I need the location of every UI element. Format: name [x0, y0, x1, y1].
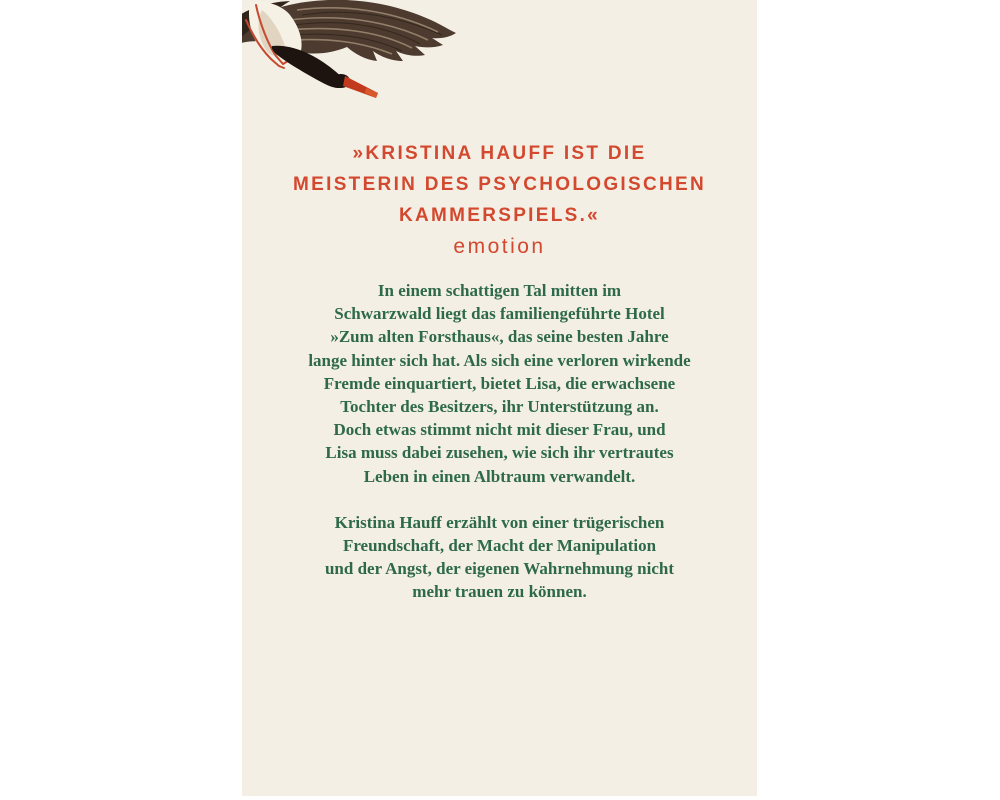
press-quote-line-3: KAMMERSPIELS.«: [398, 205, 601, 226]
synopsis-line: Freundschaft, der Macht der Manipulation: [342, 536, 657, 556]
synopsis-line: »Zum alten Forsthaus«, das seine besten Jahre: [330, 327, 669, 347]
stork-beak-tip: [365, 88, 378, 98]
press-quote-line-1: »KRISTINA HAUFF IST DIE: [352, 143, 647, 164]
synopsis-line: In einem schattigen Tal mitten im: [377, 281, 622, 300]
press-quote-attribution: emotion: [453, 235, 546, 258]
press-quote: [242, 138, 757, 259]
cover-page: [242, 0, 757, 796]
press-quote-line-2: MEISTERIN DES PSYCHOLOGISCHEN: [293, 174, 706, 195]
synopsis-paragraph-2: [242, 511, 757, 604]
synopsis-line: Kristina Hauff erzählt von einer trügerischen: [334, 512, 665, 532]
synopsis-paragraph-1: [242, 279, 757, 488]
synopsis-line: und der Angst, der eigenen Wahrnehmung nicht: [324, 559, 675, 579]
synopsis-line: Schwarzwald liegt das familiengeführte Hotel: [334, 304, 665, 324]
synopsis-line: lange hinter sich hat. Als sich eine verloren wirkende: [308, 350, 691, 370]
synopsis-line: Lisa muss dabei zusehen, wie sich ihr vertrautes: [325, 443, 674, 463]
stork-illustration: [242, 0, 464, 101]
synopsis-line: Leben in einen Albtraum verwandelt.: [363, 466, 636, 486]
synopsis: [242, 279, 757, 604]
synopsis-line: mehr trauen zu können.: [412, 582, 587, 602]
synopsis-line: Tochter des Besitzers, ihr Unterstützung an.: [340, 397, 659, 417]
synopsis-line: Fremde einquartiert, bietet Lisa, die erwachsene: [323, 373, 676, 393]
synopsis-line: Doch etwas stimmt nicht mit dieser Frau, und: [333, 420, 666, 440]
